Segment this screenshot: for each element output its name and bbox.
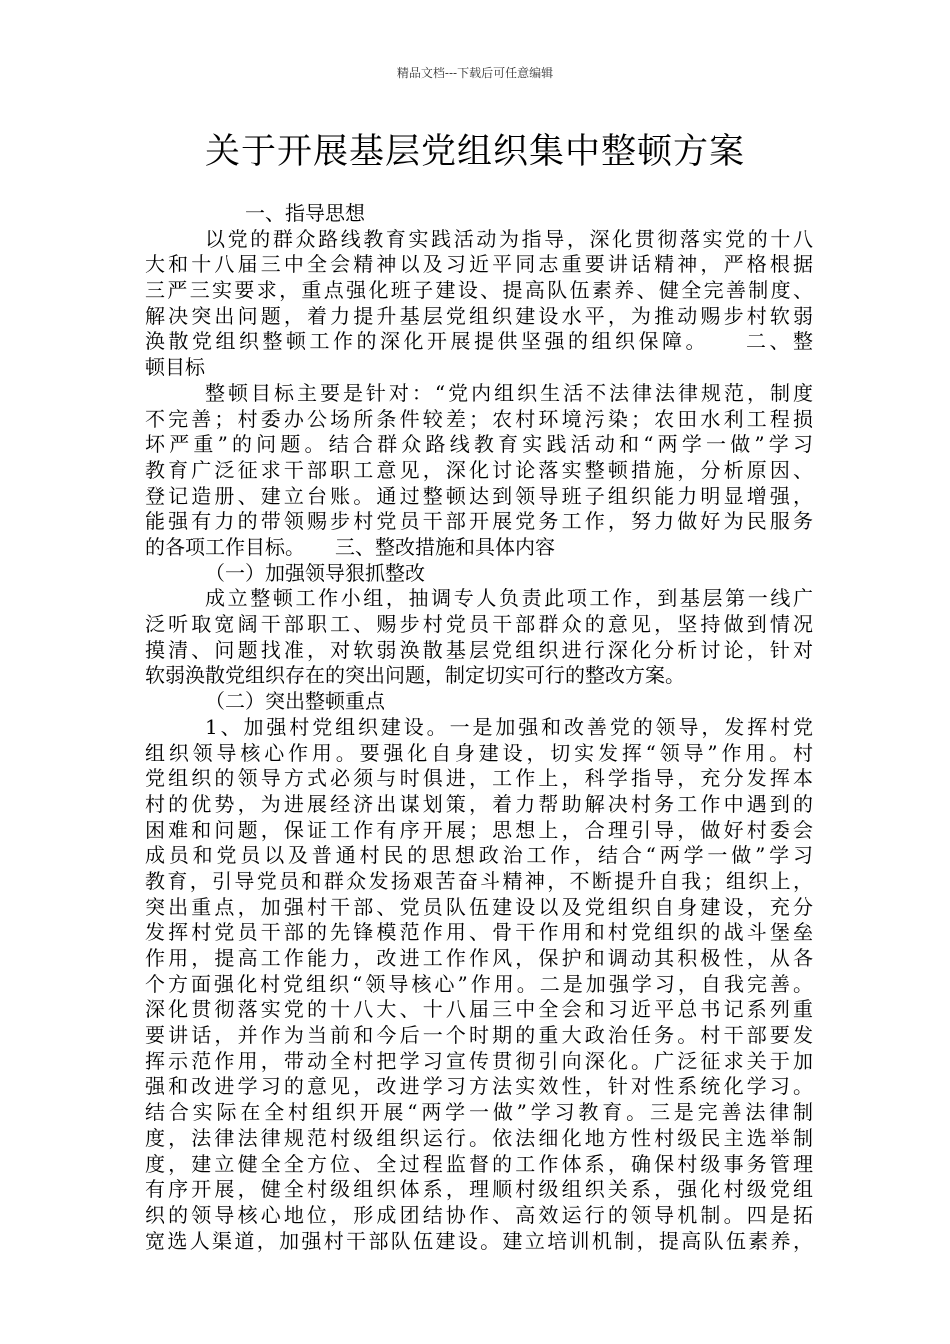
body-line: 党组织的领导方式必须与时俱进，工作上，科学指导，充分发挥本: [145, 766, 813, 791]
body-line: 个方面强化村党组织“领导核心”作用。二是加强学习，自我完善。: [145, 971, 813, 996]
body-line: 有序开展，健全村级组织体系，理顺村级组织关系，强化村级党组: [145, 1177, 813, 1202]
body-line: 摸清、问题找准，对软弱涣散基层党组织进行深化分析讨论，针对: [145, 637, 813, 662]
body-line: 深化贯彻落实党的十八大、十八届三中全会和习近平总书记系列重: [145, 997, 813, 1022]
body-line: 要讲话，并作为当前和今后一个时期的重大政治任务。村干部要发: [145, 1023, 813, 1048]
body-line: 软弱涣散党组织存在的突出问题，制定切实可行的整改方案。: [145, 663, 685, 688]
body-line: 教育广泛征求干部职工意见，深化讨论落实整顿措施，分析原因、: [145, 457, 813, 482]
body-line: 大和十八届三中全会精神以及习近平同志重要讲话精神，严格根据: [145, 252, 813, 277]
body-line: 教育，引导党员和群众发扬艰苦奋斗精神，不断提升自我；组织上，: [145, 868, 813, 893]
body-line: 强和改进学习的意见，改进学习方法实效性，针对性系统化学习。: [145, 1074, 813, 1099]
body-line: 成员和党员以及普通村民的思想政治工作，结合“两学一做”学习: [145, 843, 813, 868]
body-line: 顿目标: [145, 355, 205, 380]
header-note: 精品文档---下载后可任意编辑: [396, 66, 554, 80]
body-line: （一）加强领导狠抓整改: [205, 560, 425, 585]
body-line: 解决突出问题，着力提升基层党组织建设水平，为推动赐步村软弱: [145, 303, 813, 328]
body-line: 登记造册、建立台账。通过整顿达到领导班子组织能力明显增强，: [145, 483, 813, 508]
body-line: 发挥村党员干部的先锋模范作用、骨干作用和村党组织的战斗堡垒: [145, 920, 813, 945]
body-line: 挥示范作用，带动全村把学习宣传贯彻引向深化。广泛征求关于加: [145, 1048, 813, 1073]
body-line: 泛听取宽阔干部职工、赐步村党员干部群众的意见，坚持做到情况: [145, 612, 813, 637]
body-line: 1、加强村党组织建设。一是加强和改善党的领导，发挥村党: [205, 714, 813, 739]
body-line: 村的优势，为进展经济出谋划策，着力帮助解决村务工作中遇到的: [145, 791, 813, 816]
body-line: 织的领导核心地位，形成团结协作、高效运行的领导机制。四是拓: [145, 1202, 813, 1227]
body-line: 宽选人渠道，加强村干部队伍建设。建立培训机制，提高队伍素养，: [145, 1228, 813, 1253]
body-line: 突出重点，加强村干部、党员队伍建设以及党组织自身建设，充分: [145, 894, 813, 919]
body-line: （二）突出整顿重点: [205, 689, 385, 714]
body-line: 结合实际在全村组织开展“两学一做”学习教育。三是完善法律制: [145, 1100, 813, 1125]
body-line: 困难和问题，保证工作有序开展；思想上，合理引导，做好村委会: [145, 817, 813, 842]
body-line: 三严三实要求，重点强化班子建设、提高队伍素养、健全完善制度、: [145, 278, 813, 303]
body-line: 不完善；村委办公场所条件较差；农村环境污染；农田水利工程损: [145, 406, 813, 431]
body-line: 整顿目标主要是针对：“党内组织生活不法律法律规范，制度: [205, 380, 813, 405]
body-line: 作用，提高工作能力，改进工作作风，保护和调动其积极性，从各: [145, 946, 813, 971]
body-line: 组织领导核心作用。要强化自身建设，切实发挥“领导”作用。村: [145, 740, 813, 765]
body-line: 度，法律法律规范村级组织运行。依法细化地方性村级民主选举制: [145, 1125, 813, 1150]
body-line: 能强有力的带领赐步村党员干部开展党务工作，努力做好为民服务: [145, 509, 813, 534]
body-line: 成立整顿工作小组，抽调专人负责此项工作，到基层第一线广: [205, 586, 813, 611]
body-line: 一、指导思想: [245, 201, 365, 225]
body-line: 的各项工作目标。 三、整改措施和具体内容: [145, 534, 555, 559]
document-body: [145, 201, 813, 1254]
document-title: 关于开展基层党组织集中整顿方案: [204, 132, 745, 172]
body-line: 涣散党组织整顿工作的深化开展提供坚强的组织保障。 二、整: [145, 329, 813, 354]
body-line: 坏严重”的问题。结合群众路线教育实践活动和“两学一做”学习: [145, 432, 813, 457]
body-line: 以党的群众路线教育实践活动为指导，深化贯彻落实党的十八: [205, 226, 813, 251]
body-line: 度，建立健全全方位、全过程监督的工作体系，确保村级事务管理: [145, 1151, 813, 1176]
